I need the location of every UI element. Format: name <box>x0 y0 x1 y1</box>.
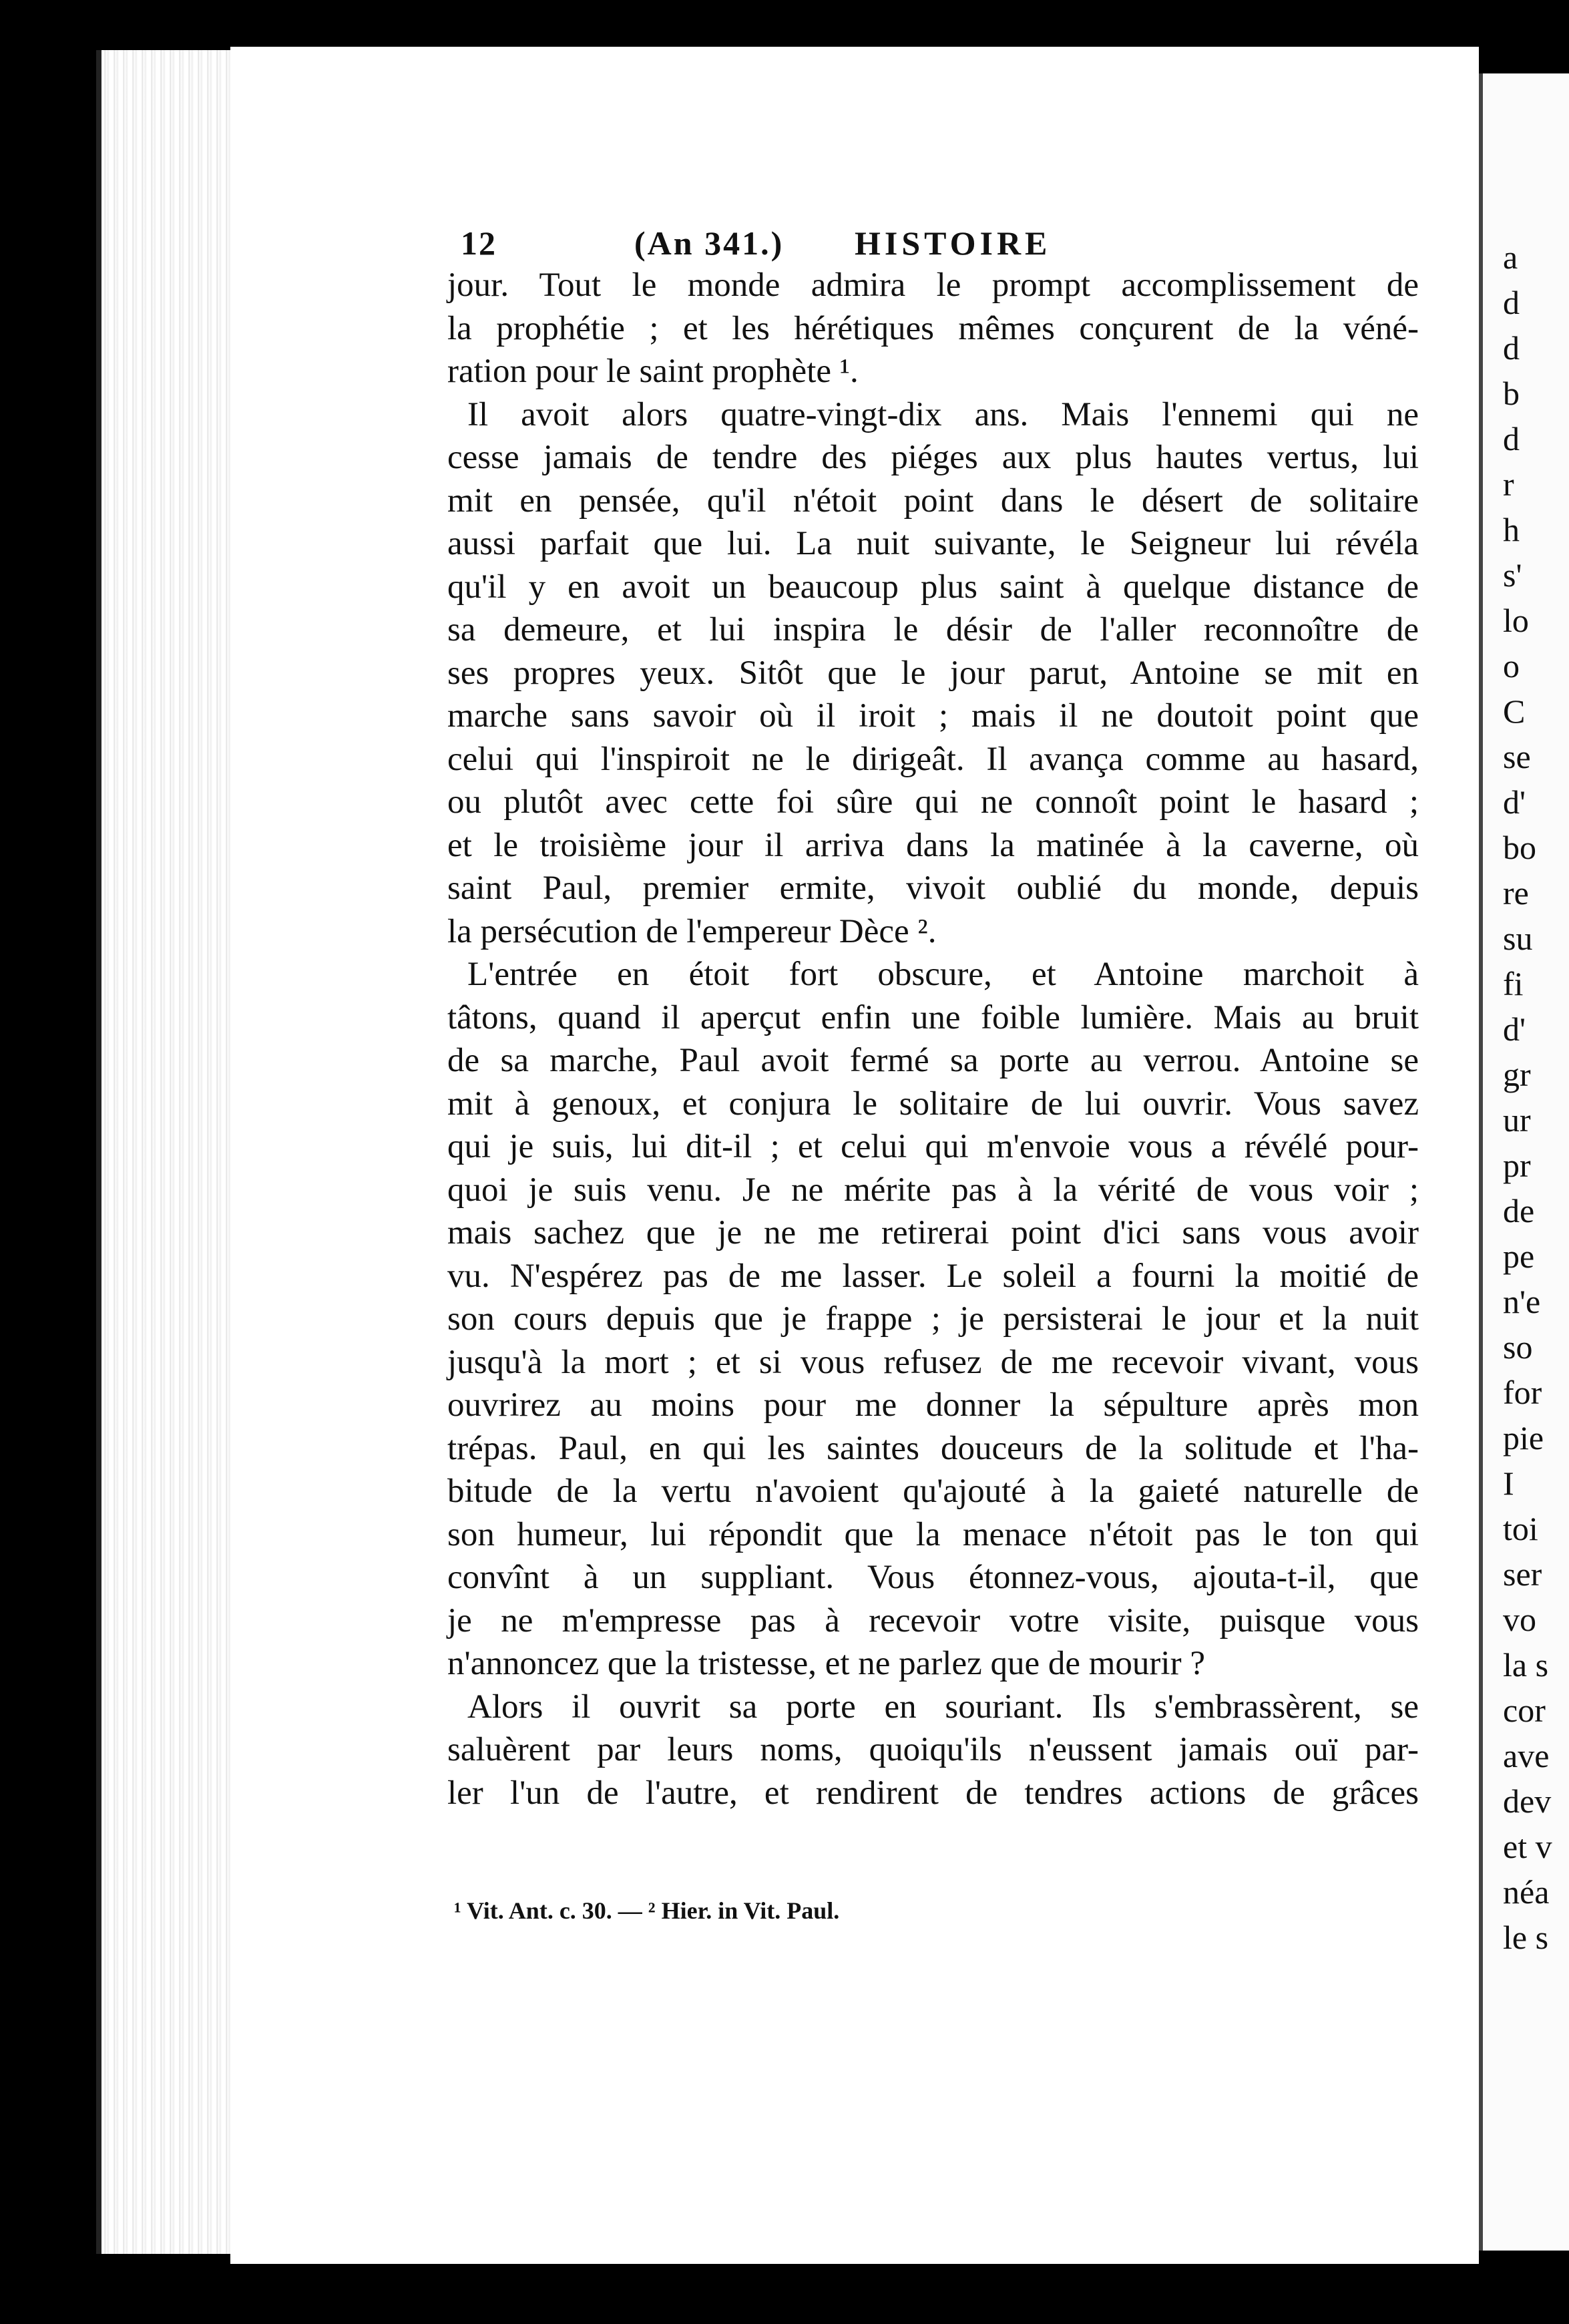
facing-page-text: o <box>1503 647 1520 685</box>
page-number: 12 <box>461 224 497 262</box>
text-line: marche sans savoir où il iroit ; mais il ne doutoit point que <box>447 697 1419 735</box>
facing-page-text: s' <box>1503 556 1522 594</box>
facing-page-text: b <box>1503 375 1520 412</box>
text-line: qui je suis, lui dit-il ; et celui qui m'envoie vous a révélé pour- <box>447 1128 1419 1165</box>
facing-page-text: toi <box>1503 1510 1538 1547</box>
facing-page-text: se <box>1503 738 1531 775</box>
body-text <box>447 264 1419 1814</box>
text-line: mit à genoux, et conjura le solitaire de lui ouvrir. Vous savez <box>447 1085 1419 1123</box>
text-line: L'entrée en étoit fort obscure, et Antoine marchoit à <box>467 956 1419 993</box>
facing-page-text: ur <box>1503 1101 1531 1139</box>
facing-page-text: et v <box>1503 1828 1552 1865</box>
text-line: celui qui l'inspiroit ne le dirigeât. Il avança comme au hasard, <box>447 740 1419 778</box>
facing-page-text: re <box>1503 874 1529 912</box>
facing-page-text: ser <box>1503 1555 1542 1593</box>
facing-page-text: le s <box>1503 1919 1549 1956</box>
facing-page-text: r <box>1503 465 1514 503</box>
facing-page-text: gr <box>1503 1056 1531 1093</box>
text-line: son cours depuis que je frappe ; je persisterai le jour et la nuit <box>447 1300 1419 1338</box>
facing-page-text: su <box>1503 920 1533 957</box>
text-line: ses propres yeux. Sitôt que le jour parut, Antoine se mit en <box>447 654 1419 692</box>
facing-page-text: so <box>1503 1328 1533 1366</box>
text-line: ou plutôt avec cette foi sûre qui ne connoît point le hasard ; <box>447 783 1419 821</box>
facing-page-text: d <box>1503 420 1520 457</box>
text-line: mais sachez que je ne me retirerai point d'ici sans vous avoir <box>447 1214 1419 1251</box>
text-line: je ne m'empresse pas à recevoir votre visite, puisque vous <box>447 1601 1419 1639</box>
facing-page-text: néa <box>1503 1873 1550 1911</box>
text-line: et le troisième jour il arriva dans la matinée à la caverne, où <box>447 826 1419 864</box>
facing-page-text: dev <box>1503 1782 1552 1820</box>
facing-page-text: pr <box>1503 1147 1531 1184</box>
text-line: convînt à un suppliant. Vous étonnez-vous, ajouta-t-il, que <box>447 1559 1419 1596</box>
facing-page-text: C <box>1503 693 1526 730</box>
text-line: sa demeure, et lui inspira le désir de l'aller reconnoître de <box>447 611 1419 648</box>
header-title: HISTOIRE <box>855 224 1052 262</box>
text-line: aussi parfait que lui. La nuit suivante, le Seigneur lui révéla <box>447 525 1419 562</box>
facing-page-text: h <box>1503 511 1520 548</box>
facing-page-text: d <box>1503 284 1520 321</box>
facing-page-text: d <box>1503 329 1520 367</box>
text-line: ouvrirez au moins pour me donner la sépulture après mon <box>447 1386 1419 1424</box>
facing-page-text: de <box>1503 1192 1535 1229</box>
footnote: ¹ Vit. Ant. c. 30. — ² Hier. in Vit. Paul. <box>454 1897 840 1924</box>
text-line: Il avoit alors quatre-vingt-dix ans. Mais l'ennemi qui ne <box>467 395 1419 433</box>
facing-page-text: d' <box>1503 1010 1526 1048</box>
text-line: Alors il ouvrit sa porte en souriant. Ils s'embrassèrent, se <box>467 1688 1419 1726</box>
text-line: trépas. Paul, en qui les saintes douceurs de la solitude et l'ha- <box>447 1429 1419 1467</box>
facing-page-text: bo <box>1503 829 1536 866</box>
text-line: jour. Tout le monde admira le prompt accomplissement de <box>447 266 1419 304</box>
facing-page-fragment <box>1479 73 1569 2251</box>
text-line: de sa marche, Paul avoit fermé sa porte au verrou. Antoine se <box>447 1042 1419 1079</box>
facing-page-text: lo <box>1503 602 1529 639</box>
facing-page-text: pe <box>1503 1237 1535 1275</box>
text-line: saint Paul, premier ermite, vivoit oublié du monde, depuis <box>447 869 1419 907</box>
text-line: ler l'un de l'autre, et rendirent de tendres actions de grâces <box>447 1774 1419 1812</box>
text-line: saluèrent par leurs noms, quoiqu'ils n'eussent jamais ouï par- <box>447 1731 1419 1768</box>
facing-page-text: I <box>1503 1465 1514 1502</box>
facing-page-text: a <box>1503 238 1518 276</box>
text-line: jusqu'à la mort ; et si vous refusez de me recevoir vivant, vous <box>447 1343 1419 1381</box>
text-line: son humeur, lui répondit que la menace n'étoit pas le ton qui <box>447 1515 1419 1553</box>
text-line: tâtons, quand il aperçut enfin une foible lumière. Mais au bruit <box>447 998 1419 1036</box>
text-line: la prophétie ; et les hérétiques mêmes conçurent de la véné- <box>447 309 1419 347</box>
text-line: n'annoncez que la tristesse, et ne parlez que de mourir ? <box>447 1645 1205 1682</box>
text-line: quoi je suis venu. Je ne mérite pas à la vérité de vous voir ; <box>447 1171 1419 1209</box>
facing-page-text: cor <box>1503 1692 1546 1729</box>
facing-page-text: vo <box>1503 1601 1536 1638</box>
facing-page-text: d' <box>1503 783 1526 821</box>
text-line: cesse jamais de tendre des piéges aux plus hautes vertus, lui <box>447 439 1419 476</box>
facing-page-text: ave <box>1503 1737 1550 1774</box>
text-line: vu. N'espérez pas de me lasser. Le soleil a fourni la moitié de <box>447 1257 1419 1295</box>
text-line: mit en pensée, qu'il n'étoit point dans le désert de solitaire <box>447 481 1419 520</box>
header-year: (An 341.) <box>634 224 784 262</box>
facing-page-text: fi <box>1503 965 1524 1002</box>
facing-page-text: pie <box>1503 1419 1544 1457</box>
text-line: la persécution de l'empereur Dèce ². <box>447 912 937 950</box>
text-line: bitude de la vertu n'avoient qu'ajouté à la gaieté naturelle de <box>447 1473 1419 1510</box>
text-line: ration pour le saint prophète ¹. <box>447 353 859 390</box>
facing-page-text: for <box>1503 1374 1542 1411</box>
facing-page-text: la s <box>1503 1646 1549 1684</box>
facing-page-text: n'e <box>1503 1283 1541 1320</box>
text-line: qu'il y en avoit un beaucoup plus saint à quelque distance de <box>447 568 1419 606</box>
